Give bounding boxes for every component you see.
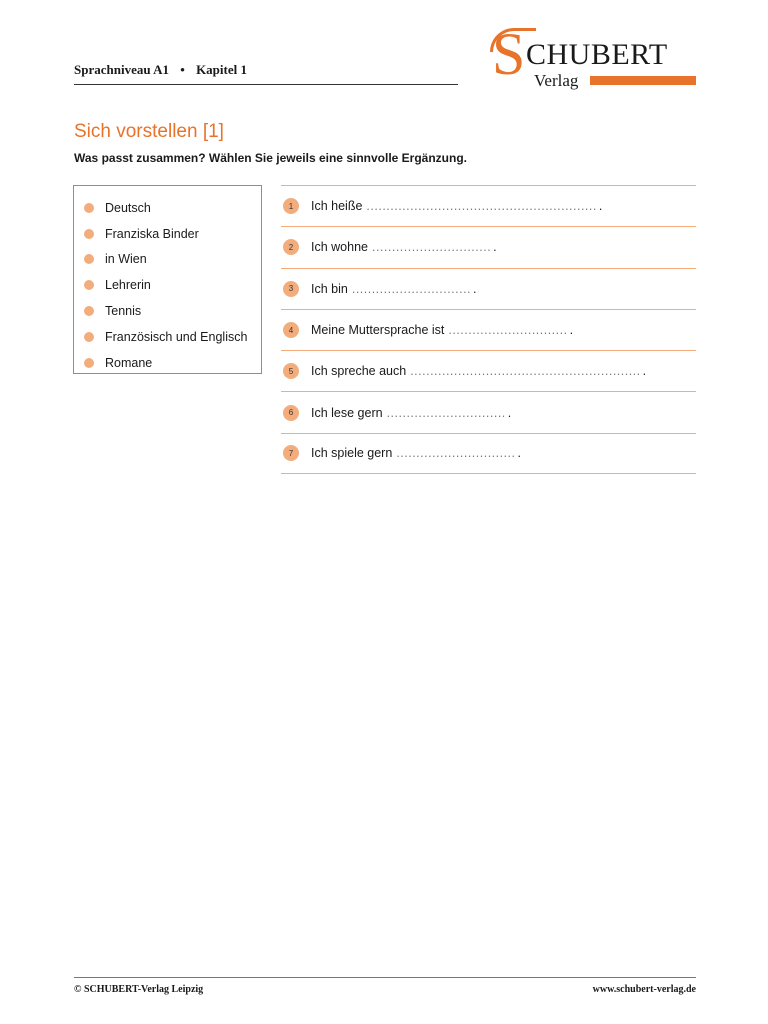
level-label: Sprachniveau A1 [74, 62, 169, 77]
number-badge: 3 [283, 281, 299, 297]
bullet-icon [84, 254, 94, 264]
number-badge: 5 [283, 363, 299, 379]
sentence-text: Ich heiße [311, 199, 363, 214]
sentence-row [281, 185, 696, 226]
bullet-icon [84, 306, 94, 316]
word-bank-item [84, 195, 253, 221]
logo-bar [590, 76, 696, 85]
sentence-end: . [517, 446, 521, 461]
header-divider [74, 84, 458, 85]
word-bank-item [84, 221, 253, 247]
exercise-title: Sich vorstellen [1] [74, 121, 224, 142]
word-label: in Wien [105, 252, 147, 267]
publisher-logo [488, 21, 700, 92]
sentence-text: Ich wohne [311, 240, 368, 255]
bullet-icon [84, 203, 94, 213]
sentence-end: . [507, 405, 512, 420]
answer-blank[interactable]: .............................. [351, 281, 472, 296]
number-badge: 7 [283, 445, 299, 461]
sentence-text: Meine Muttersprache ist [311, 323, 445, 338]
sentence-text: Ich lese gern [311, 405, 383, 420]
bullet-icon [84, 332, 94, 342]
footer-divider [74, 977, 696, 978]
bullet-icon [84, 358, 94, 368]
logo-wordmark: CHUBERT [526, 38, 668, 71]
logo-initial: S [492, 21, 526, 87]
sentence-end: . [598, 199, 603, 214]
sentence-text: Ich bin [311, 281, 348, 296]
chapter-label: Kapitel 1 [196, 62, 247, 77]
answer-blank[interactable]: .............................. [386, 405, 506, 420]
sentence-text: Ich spiele gern [311, 446, 393, 461]
word-bank-item [84, 324, 253, 350]
logo-subtitle: Verlag [534, 71, 579, 90]
sentence-row [281, 350, 696, 391]
number-badge: 1 [283, 198, 299, 214]
answer-blank[interactable]: .............................. [371, 240, 492, 255]
word-bank-item [84, 350, 253, 376]
word-label: Tennis [105, 304, 142, 319]
sentence-row [281, 309, 696, 350]
number-badge: 4 [283, 322, 299, 338]
answer-blank[interactable]: .............................. [448, 323, 568, 338]
sentence-list [281, 185, 696, 474]
word-bank-item [84, 272, 253, 298]
word-label: Lehrerin [105, 278, 151, 293]
sentence-row [281, 433, 696, 474]
sentence-end: . [473, 281, 477, 296]
exercise-instruction: Was passt zusammen? Wählen Sie jeweils eine sinnvolle Ergänzung. [74, 151, 467, 165]
word-bank-item [84, 298, 253, 324]
answer-blank[interactable]: .......................................................... [366, 199, 597, 214]
word-label: Deutsch [105, 200, 151, 215]
bullet-icon [84, 229, 94, 239]
word-label: Französisch und Englisch [105, 329, 248, 344]
header-breadcrumb [74, 62, 247, 78]
sentence-row [281, 391, 696, 432]
word-label: Romane [105, 355, 153, 370]
footer-website-link[interactable]: www.schubert-verlag.de [592, 984, 696, 995]
footer-copyright: © SCHUBERT-Verlag Leipzig [74, 984, 204, 995]
sentence-end: . [493, 240, 497, 255]
number-badge: 6 [283, 405, 299, 421]
answer-blank[interactable]: .............................. [396, 446, 516, 461]
sentence-text: Ich spreche auch [311, 364, 407, 379]
word-label: Franziska Binder [105, 226, 199, 241]
separator-bullet: • [180, 62, 185, 77]
sentence-end: . [569, 323, 574, 338]
sentence-row [281, 226, 696, 267]
number-badge: 2 [283, 239, 299, 255]
answer-blank[interactable]: .......................................................... [410, 364, 641, 379]
bullet-icon [84, 280, 94, 290]
word-bank [73, 185, 262, 374]
word-bank-item [84, 247, 253, 273]
sentence-row [281, 268, 696, 309]
sentence-end: . [642, 364, 647, 379]
